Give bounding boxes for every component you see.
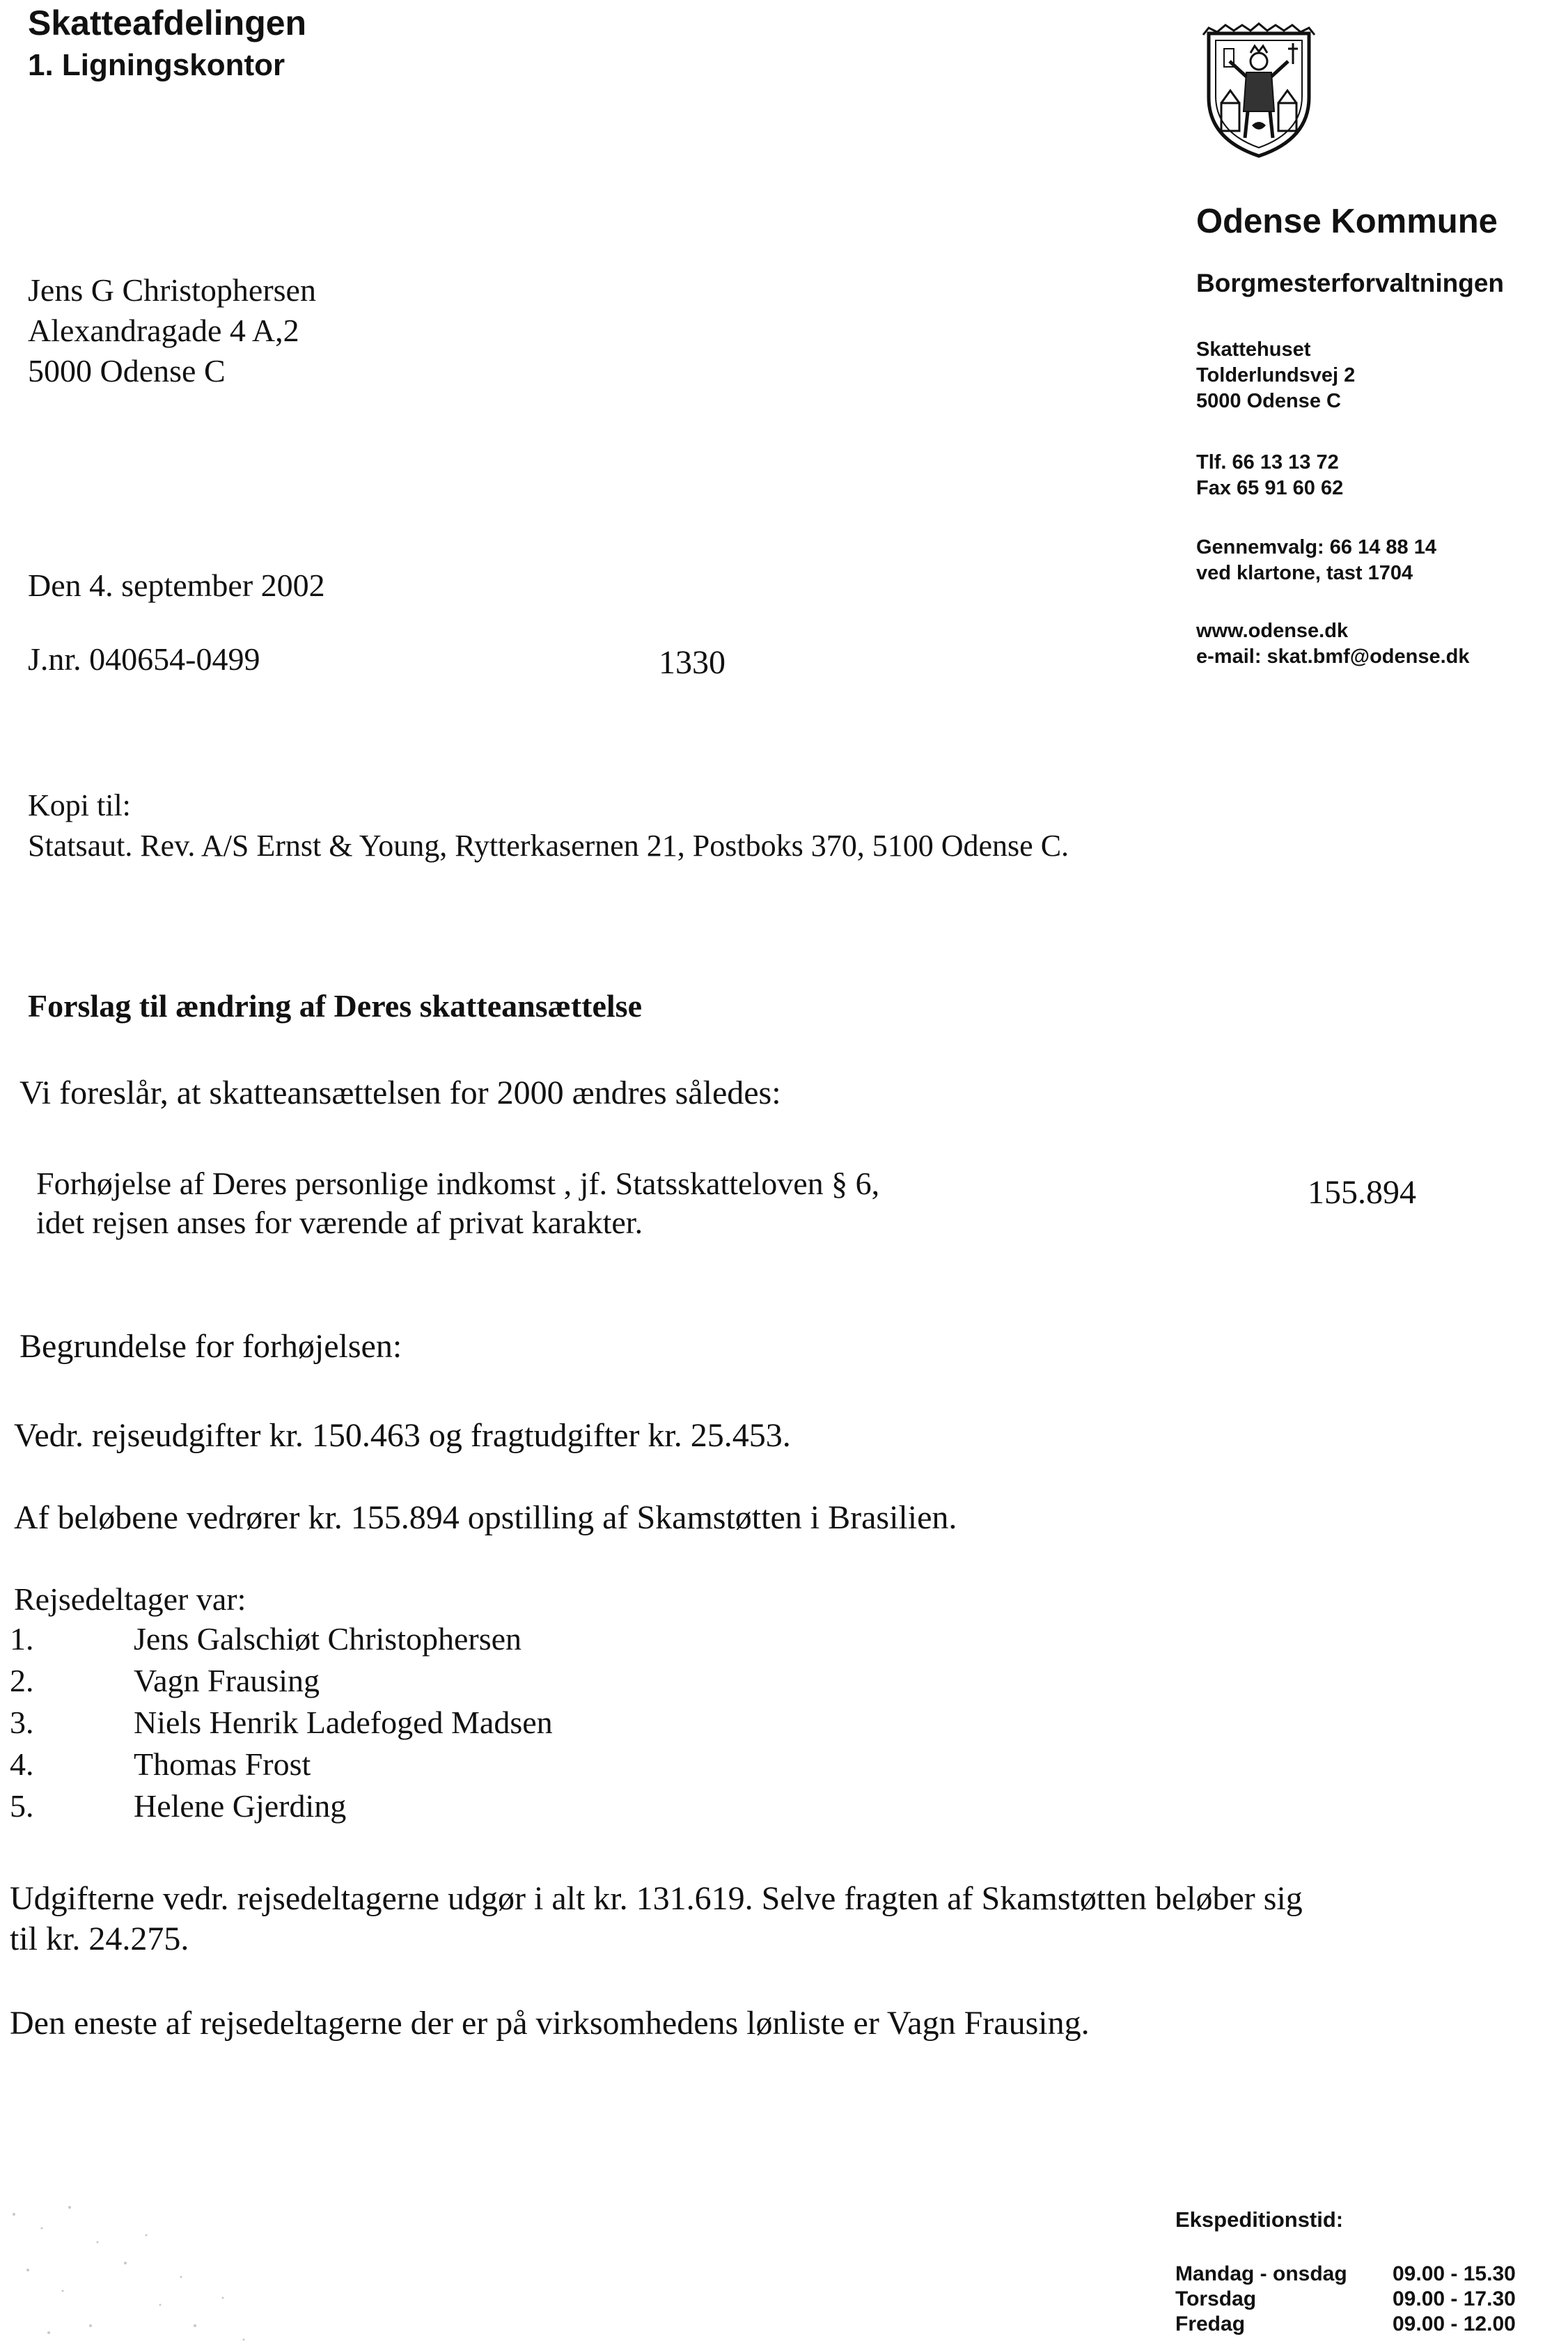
direct-dial: Gennemvalg: 66 14 88 14: [1196, 536, 1436, 558]
building-name: Skattehuset: [1196, 338, 1311, 361]
municipality-department: Borgmesterforvaltningen: [1196, 269, 1505, 297]
participants-list: [10, 1618, 553, 1827]
increase-description: [36, 1164, 879, 1242]
list-item: [10, 1660, 553, 1702]
department-title: Skatteafdelingen: [28, 3, 307, 42]
day-cell: Mandag - onsdag: [1175, 2262, 1347, 2285]
phone-number: Tlf. 66 13 13 72: [1196, 451, 1339, 473]
journal-code: 1330: [659, 644, 726, 681]
day-cell: Fredag: [1175, 2312, 1246, 2335]
web-block: [1196, 618, 1470, 670]
list-item-name: Vagn Frausing: [134, 1663, 320, 1698]
expenses-total-paragraph: [10, 1879, 1303, 1959]
day-cell: Torsdag: [1175, 2287, 1257, 2310]
municipality-address: [1196, 337, 1355, 414]
recipient-address: [28, 270, 316, 391]
time-cell: 09.00 - 17.30: [1393, 2287, 1516, 2310]
list-item-number: 3.: [10, 1705, 34, 1740]
copy-label: Kopi til:: [28, 788, 131, 822]
letter-date: Den 4. september 2002: [28, 568, 325, 603]
opening-hours-title: Ekspeditionstid:: [1175, 2207, 1344, 2232]
direct-dial-block: [1196, 535, 1436, 586]
website-link[interactable]: www.odense.dk: [1196, 620, 1349, 642]
copy-to-block: [28, 785, 1069, 866]
journal-number: J.nr. 040654-0499: [28, 641, 260, 677]
participants-heading: Rejsedeltager var:: [14, 1581, 246, 1617]
recipient-name: Jens G Christophersen: [28, 272, 316, 308]
copy-recipient: Statsaut. Rev. A/S Ernst & Young, Rytterkasernen 21, Postboks 370, 5100 Odense C.: [28, 829, 1069, 863]
list-item: [10, 1618, 553, 1660]
email-link[interactable]: e-mail: skat.bmf@odense.dk: [1196, 645, 1470, 668]
list-item-name: Helene Gjerding: [134, 1788, 347, 1824]
list-item-number: 1.: [10, 1621, 34, 1657]
list-item: [10, 1744, 553, 1785]
time-cell: 09.00 - 15.30: [1393, 2262, 1516, 2285]
amount-paragraph: Af beløbene vedrører kr. 155.894 opstilling af Skamstøtten i Brasilien.: [14, 1499, 957, 1536]
municipality-city: 5000 Odense C: [1196, 390, 1341, 412]
expenses-total-line-2: til kr. 24.275.: [10, 1920, 189, 1957]
list-item: [10, 1785, 553, 1827]
time-cell: 09.00 - 12.00: [1393, 2312, 1516, 2335]
scan-speckle: [0, 2193, 265, 2348]
reason-heading: Begrundelse for forhøjelsen:: [19, 1328, 402, 1365]
fax-number: Fax 65 91 60 62: [1196, 477, 1344, 499]
list-item: [10, 1702, 553, 1744]
opening-hours-table: [1175, 2262, 1516, 2337]
expenses-paragraph: Vedr. rejseudgifter kr. 150.463 og fragtudgifter kr. 25.453.: [14, 1417, 791, 1454]
list-item-number: 5.: [10, 1788, 34, 1824]
increase-line-1: Forhøjelse af Deres personlige indkomst , jf. Statsskatteloven § 6,: [36, 1166, 880, 1201]
municipality-name: Odense Kommune: [1196, 203, 1498, 240]
phone-block: [1196, 450, 1343, 501]
list-item-name: Thomas Frost: [134, 1746, 311, 1782]
list-item-name: Jens Galschiøt Christophersen: [134, 1621, 522, 1657]
increase-line-2: idet rejsen anses for værende af privat karakter.: [36, 1205, 643, 1240]
list-item-name: Niels Henrik Ladefoged Madsen: [134, 1705, 553, 1740]
tone-dial: ved klartone, tast 1704: [1196, 562, 1413, 584]
intro-text: Vi foreslår, at skatteansættelsen for 2000 ændres således:: [19, 1074, 781, 1111]
table-row: [1175, 2262, 1516, 2287]
table-row: [1175, 2312, 1516, 2337]
letter-heading: Forslag til ændring af Deres skatteansættelse: [28, 988, 642, 1024]
list-item-number: 4.: [10, 1746, 34, 1782]
office-subtitle: 1. Ligningskontor: [28, 48, 285, 82]
recipient-street: Alexandragade 4 A,2: [28, 313, 299, 348]
table-row: [1175, 2287, 1516, 2312]
increase-amount: 155.894: [1308, 1174, 1416, 1211]
payroll-paragraph: Den eneste af rejsedeltagerne der er på virksomhedens lønliste er Vagn Frausing.: [10, 2005, 1090, 2042]
list-item-number: 2.: [10, 1663, 34, 1698]
city-crest-icon: [1196, 21, 1322, 160]
expenses-total-line-1: Udgifterne vedr. rejsedeltagerne udgør i alt kr. 131.619. Selve fragten af Skamstøtten beløber sig: [10, 1880, 1303, 1917]
municipality-street: Tolderlundsvej 2: [1196, 364, 1356, 386]
recipient-city: 5000 Odense C: [28, 353, 226, 389]
